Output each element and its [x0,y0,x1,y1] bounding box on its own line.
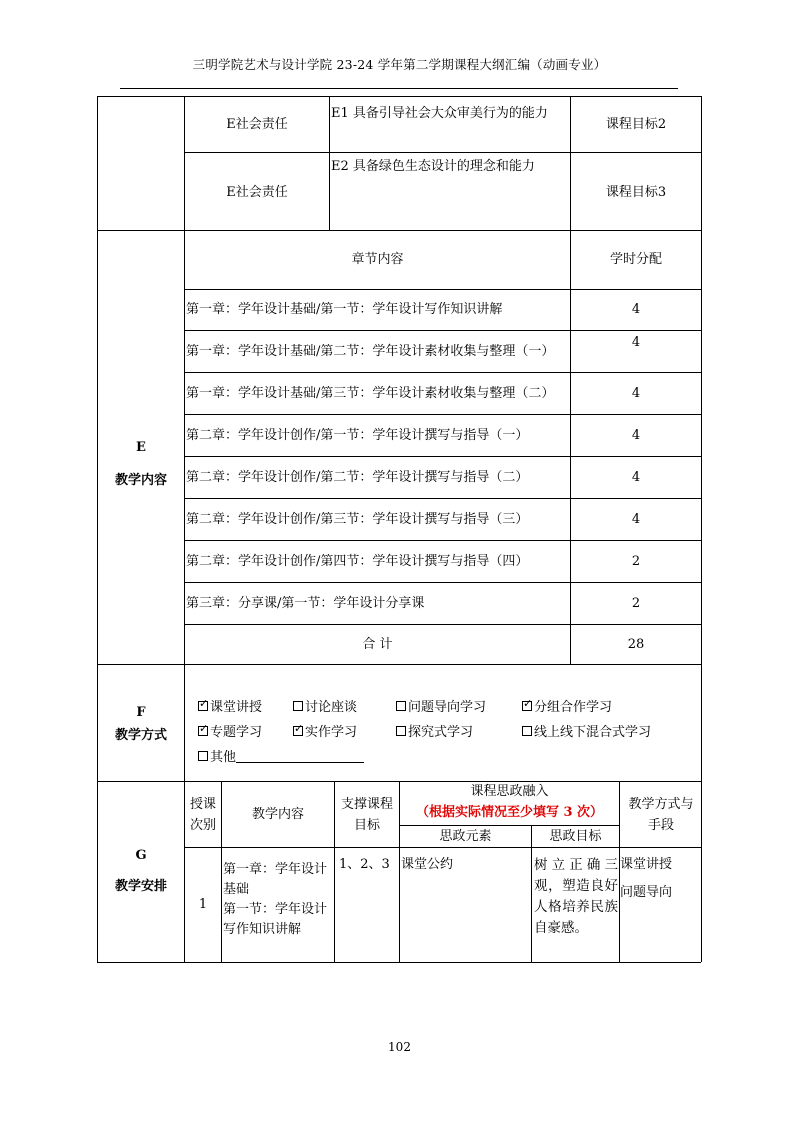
chapter-content: 第一章：学年设计基础/第一节：学年设计写作知识讲解 [186,302,503,317]
responsibility-requirement: E1 具备引导社会大众审美行为的能力 [331,106,548,121]
responsibility-target: 课程目标2 [605,116,667,132]
chapter-hours: 4 [631,427,641,443]
section-f-letter: F [136,705,146,720]
checkbox-icon[interactable] [293,701,303,711]
responsibility-requirement: E2 具备绿色生态设计的理念和能力 [331,159,535,174]
checkbox-icon[interactable] [198,701,208,711]
row-ideology-goal: 树立正确三观，塑造良好人格培养民族自豪感。 [534,857,618,936]
chapter-content: 第二章：学年设计创作/第四节：学年设计撰写与指导（四） [186,553,529,569]
method-option-discussion[interactable]: 讨论座谈 [293,696,357,715]
section-e-label: 教学内容 [114,473,167,488]
chapter-hours: 4 [631,511,641,527]
header-ideology-goal: 思政目标 [549,828,602,844]
checkbox-icon[interactable] [198,726,208,736]
row-content: 第一章：学年设计基础 第一节：学年设计写作知识讲解 [223,862,328,937]
header-method: 教学方式与手段 [628,797,694,833]
header-ideology-note: （根据实际情况至少填写 3 次） [415,805,604,820]
chapter-content: 第一章：学年设计基础/第三节：学年设计素材收集与整理（二） [186,385,555,401]
method-option-problem-based[interactable]: 问题导向学习 [396,696,486,715]
total-label: 合 计 [362,636,393,652]
checkbox-icon[interactable] [396,726,406,736]
responsibility-category: E社会责任 [226,116,288,132]
method-option-topic[interactable]: ✓ 专题学习 [198,721,262,740]
chapter-content: 第二章：学年设计创作/第二节：学年设计撰写与指导（二） [186,469,529,485]
page-number: 102 [388,1040,411,1054]
total-value: 28 [627,636,645,652]
method-option-inquiry[interactable]: 探究式学习 [396,721,473,740]
checkbox-icon[interactable] [522,701,532,711]
other-blank-field[interactable] [236,748,364,763]
section-e-letter: E [136,440,146,455]
responsibility-category: E社会责任 [226,184,288,200]
method-option-blended[interactable]: 线上线下混合式学习 [522,721,651,740]
section-g-label: 教学安排 [114,879,167,894]
chapter-content: 第一章：学年设计基础/第二节：学年设计素材收集与整理（一） [186,343,555,359]
checkbox-icon[interactable] [522,726,532,736]
section-f-label: 教学方式 [114,728,167,743]
page-header: 三明学院艺术与设计学院 23-24 学年第二学期课程大纲汇编（动画专业） [192,57,607,72]
chapter-hours: 2 [631,595,641,611]
header-session: 授课次别 [189,797,216,833]
chapter-content: 第二章：学年设计创作/第一节：学年设计撰写与指导（一） [186,427,529,443]
section-g-letter: G [135,848,147,863]
checkbox-icon[interactable] [198,751,208,761]
chapter-hours: 4 [631,335,641,350]
responsibility-target: 课程目标3 [605,184,667,200]
checkbox-icon[interactable] [396,701,406,711]
checkbox-icon[interactable] [293,726,303,736]
header-ideology: 课程思政融入 [470,784,549,799]
header-rule [120,88,678,89]
chapter-hours: 4 [631,302,641,317]
header-content: 教学内容 [251,806,304,822]
method-option-practice[interactable]: ✓ 实作学习 [293,721,357,740]
chapter-hours: 4 [631,385,641,401]
column-header-hours: 学时分配 [609,252,662,267]
header-goals: 支撑课程目标 [340,797,393,833]
chapter-content: 第三章：分享课/第一节：学年设计分享课 [186,595,425,611]
method-option-other[interactable]: 其他 [198,746,364,765]
row-method-1: 课堂讲授 [620,857,673,872]
row-session: 1 [198,897,208,912]
row-method-2: 问题导向 [620,885,673,900]
chapter-content: 第二章：学年设计创作/第三节：学年设计撰写与指导（三） [186,511,529,527]
row-goals: 1、2、3 [339,857,390,872]
header-elements: 思政元素 [439,828,492,844]
chapter-hours: 2 [631,553,641,569]
method-option-lecture[interactable]: ✓ 课堂讲授 [198,696,262,715]
method-option-group[interactable]: ✓ 分组合作学习 [522,696,612,715]
chapter-hours: 4 [631,469,641,485]
row-elements: 课堂公约 [401,857,454,872]
column-header-content: 章节内容 [351,252,404,267]
